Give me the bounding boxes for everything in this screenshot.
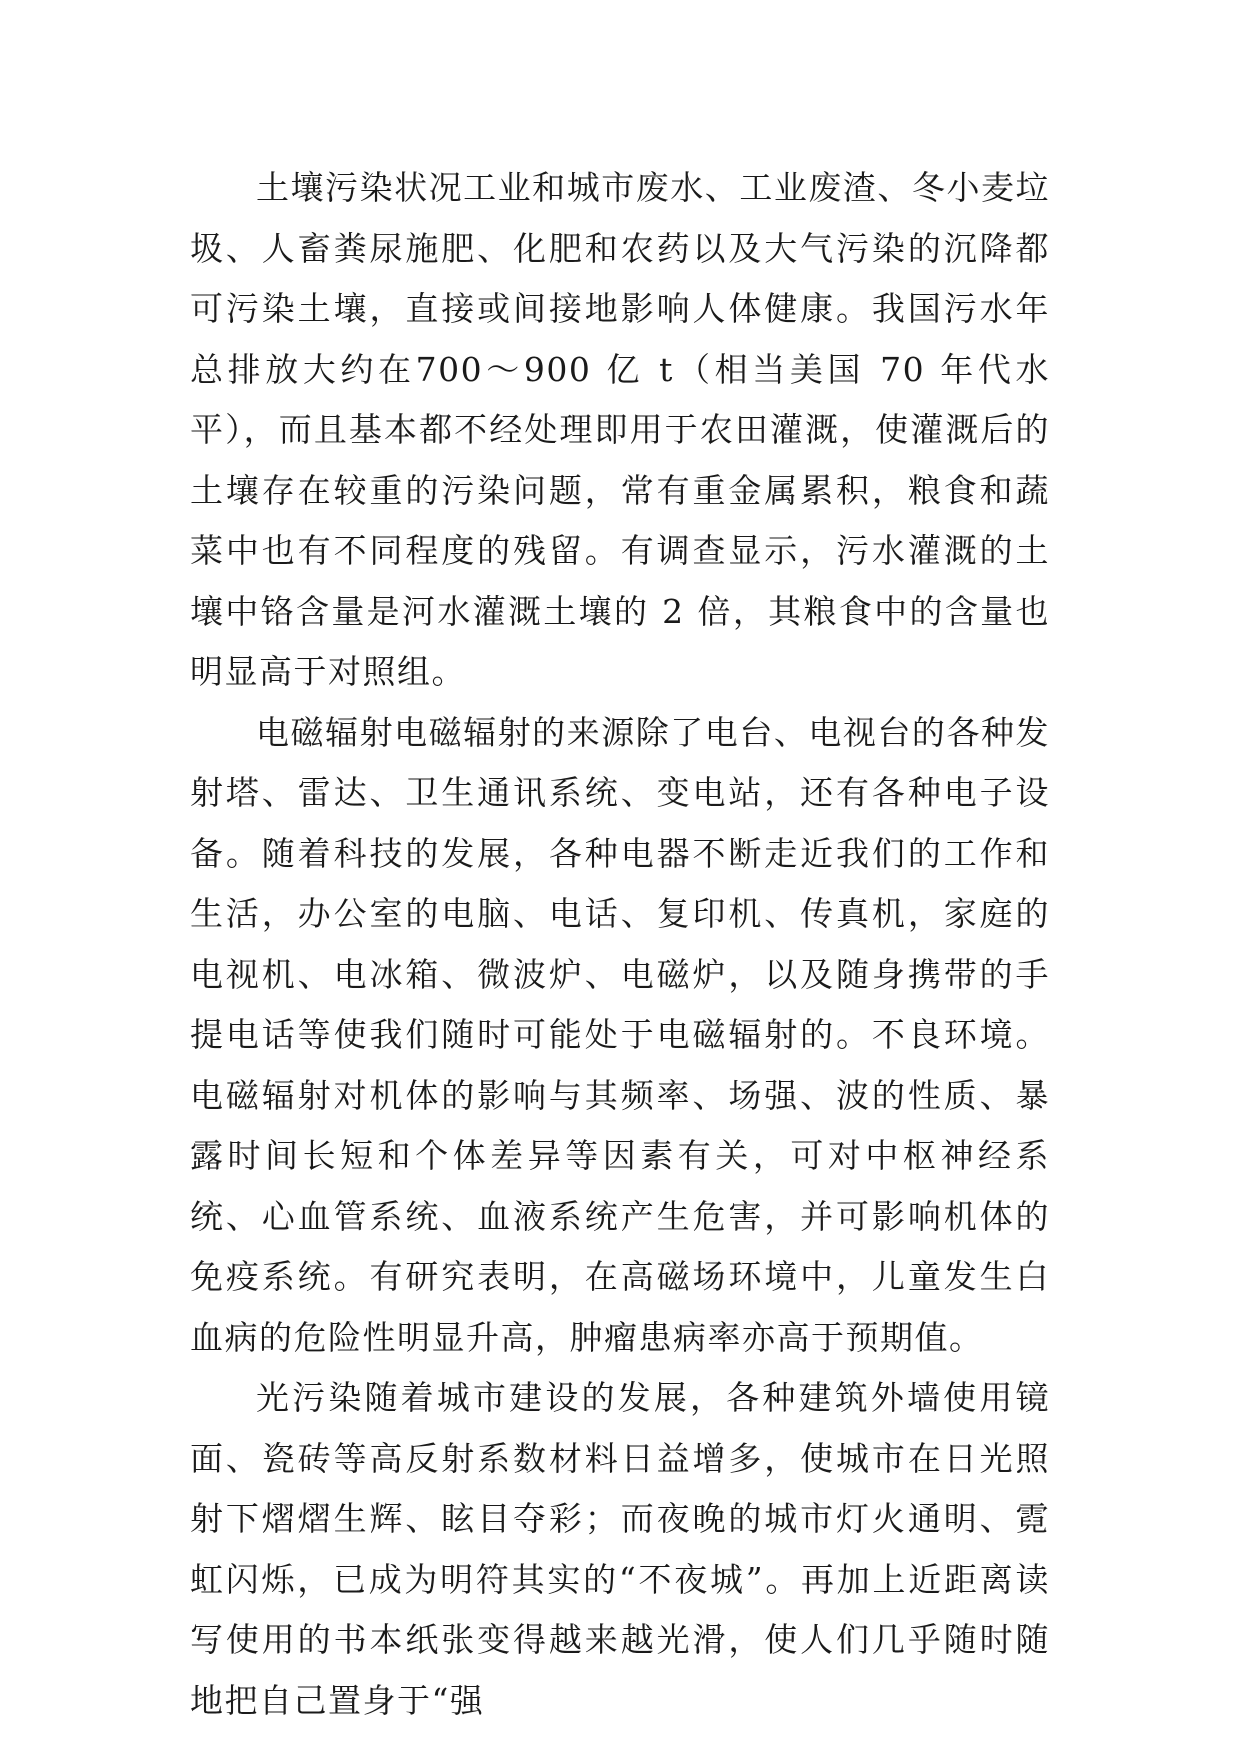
paragraph-soil-pollution: 土壤污染状况工业和城市废水、工业废渣、冬小麦垃圾、人畜粪尿施肥、化肥和农药以及大气污染的沉降都可污染土壤，直接或间接地影响人体健康。我国污水年总排放大约在700～900 亿 t（相当美国 70 年代水平），而且基本都不经处理即用于农田灌溉，使灌溉后的土壤存在较重的污染问题，常有重金属累积，粮食和蔬菜中也有不同程度的残留。有调查显示，污水灌溉的土壤中铬含量是河水灌溉土壤的 2 倍，其粮食中的含量也明显高于对照组。	[190, 168, 1050, 691]
paragraph-light-pollution: 光污染随着城市建设的发展，各种建筑外墙使用镜面、瓷砖等高反射系数材料日益增多，使城市在日光照射下熠熠生辉、眩目夺彩；而夜晚的城市灯火通明、霓虹闪烁，已成为明符其实的“不夜城”。再加上近距离读写使用的书本纸张变得越来越光滑，使人们几乎随时随地把自己置身于“强	[190, 1378, 1050, 1720]
paragraph-electromagnetic-radiation: 电磁辐射电磁辐射的来源除了电台、电视台的各种发射塔、雷达、卫生通讯系统、变电站，还有各种电子设备。随着科技的发展，各种电器不断走近我们的工作和生活，办公室的电脑、电话、复印机、传真机，家庭的电视机、电冰箱、微波炉、电磁炉，以及随身携带的手提电话等使我们随时可能处于电磁辐射的。不良环境。电磁辐射对机体的影响与其频率、场强、波的性质、暴露时间长短和个体差异等因素有关，可对中枢神经系统、心血管系统、血液系统产生危害，并可影响机体的免疫系统。有研究表明，在高磁场环境中，儿童发生白血病的危险性明显升高，肿瘤患病率亦高于预期值。	[190, 712, 1050, 1357]
document-body	[190, 158, 1050, 1731]
